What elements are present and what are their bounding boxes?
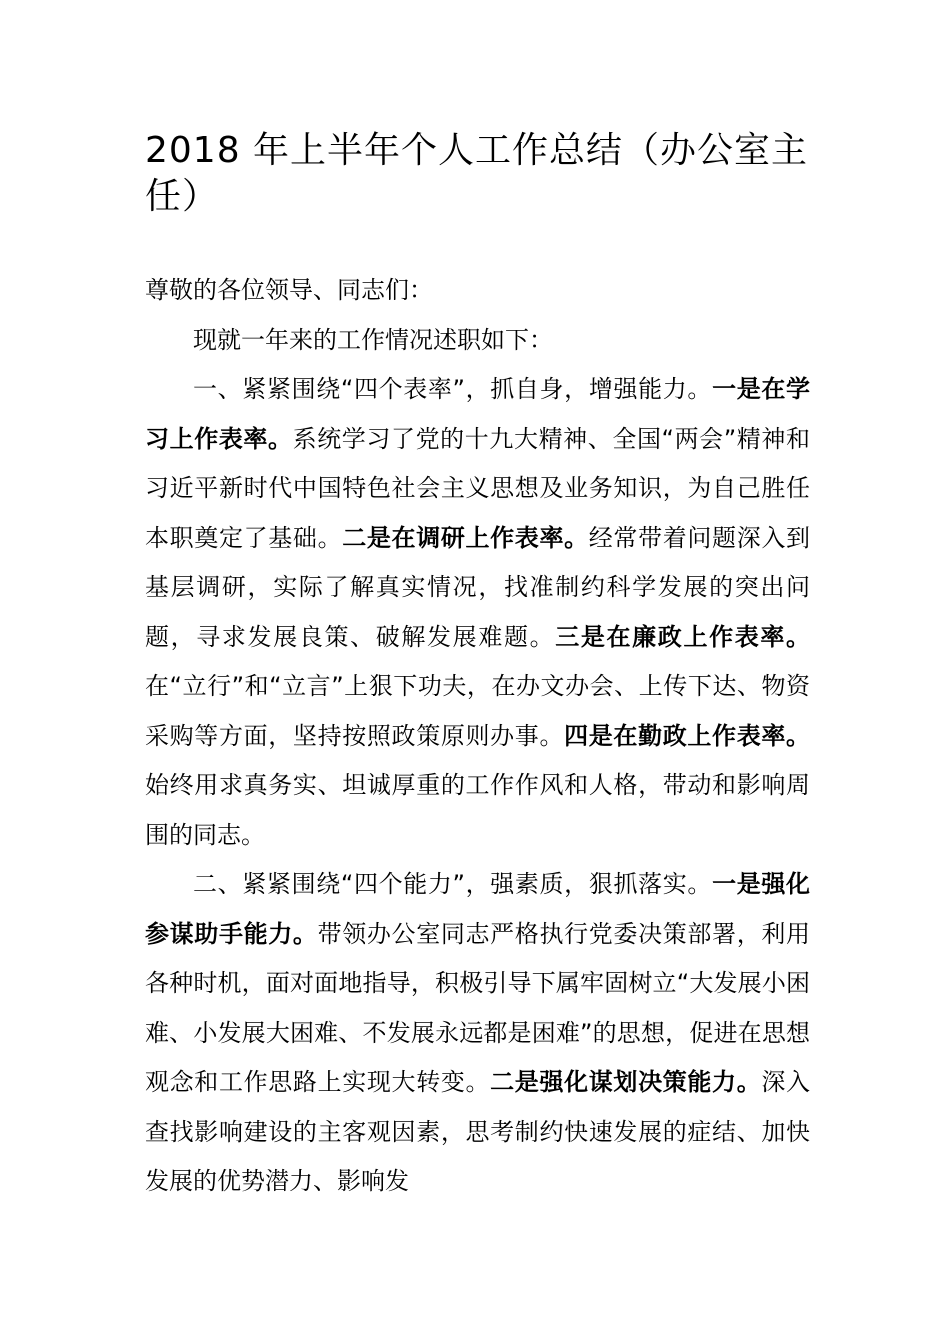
section-one-item-1-bold: 一是在学习上作表率。 <box>145 375 810 453</box>
section-one-item-1-text: 系统学习了党的十九大精神、全国“两会”精神和习近平新时代中国特色社会主义思想及业务知识，为自己胜任本职奠定了基础。 <box>145 424 811 552</box>
section-one-heading: 一、紧紧围绕“四个表率”，抓自身，增强能力。 <box>193 375 713 403</box>
section-two-item-2-text: 深入查找影响建设的主客观因素，思考制约快速发展的症结、加快发展的优势潜力、影响发 <box>145 1068 811 1195</box>
document-page <box>145 128 810 1207</box>
section-one-item-4-text: 始终用求真务实、坦诚厚重的工作作风和人格，带动和影响周围的同志。 <box>145 771 810 849</box>
section-one-paragraph <box>145 365 810 860</box>
section-one-item-3-bold: 三是在廉政上作表率。 <box>555 622 811 651</box>
intro-paragraph <box>145 316 810 366</box>
section-two-item-2-bold: 二是强化谋划决策能力。 <box>490 1068 762 1096</box>
section-one-item-3-text: 在“立行”和“立言”上狠下功夫，在办文办会、上传下达、物资采购等方面，坚持按照政策原则办事。 <box>145 672 810 750</box>
salutation: 尊敬的各位领导、同志们： <box>145 276 433 304</box>
section-two-heading: 二、紧紧围绕“四个能力”，强素质，狠抓落实。 <box>193 870 713 898</box>
section-two-item-1-text: 带领办公室同志严格执行党委决策部署，利用各种时机，面对面地指导，积极引导下属牢固树立“大发展小困难、小发展大困难、不发展永远都是困难”的思想，促进在思想观念和工作思路上实现大转变。 <box>145 919 810 1096</box>
section-one-item-2-bold: 二是在调研上作表率。 <box>342 523 589 552</box>
section-one-item-2-text: 经常带着问题深入到基层调研，实际了解真实情况，找准制约科学发展的突出问题，寻求发展良策、破解发展难题。 <box>145 523 811 651</box>
section-one-item-4-bold: 四是在勤政上作表率。 <box>564 721 811 750</box>
section-two-item-1-bold: 一是强化参谋助手能力。 <box>145 870 810 948</box>
intro-text: 现就一年来的工作情况述职如下： <box>193 325 553 354</box>
section-two-paragraph <box>145 860 810 1207</box>
document-title: 2018 年上半年个人工作总结（办公室主任） <box>145 130 809 217</box>
